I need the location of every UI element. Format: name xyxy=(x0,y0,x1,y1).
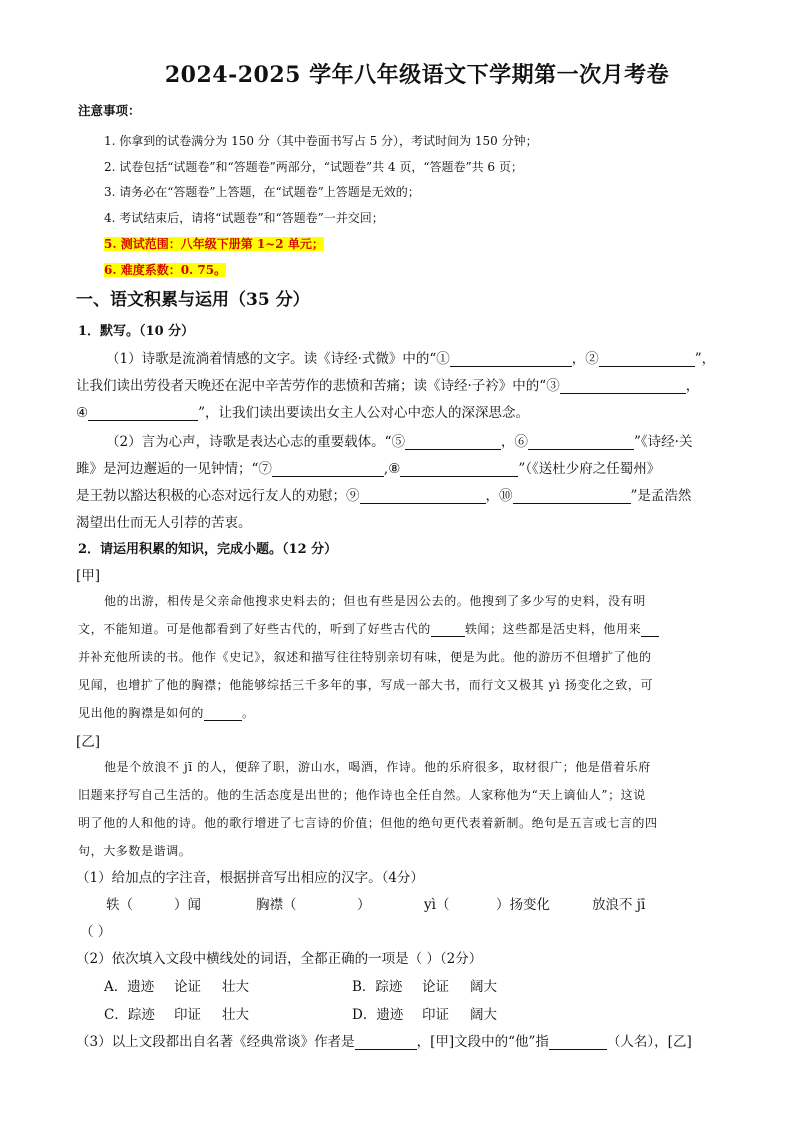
answer-blank[interactable] xyxy=(560,379,686,394)
answer-blank[interactable] xyxy=(513,489,631,504)
passage-jia-line2: 文，不能知道。可是他都看到了好些古代的，听到了好些古代的 轶闻；这些都是活史料，他用来 xyxy=(78,620,659,637)
passage-yi-label: [乙] xyxy=(76,734,101,750)
pinyin-item-1-close: ）闻 xyxy=(174,897,201,913)
q1-p2-line3: 是王勃以豁达积极的心态对远行友人的劝慰；⑨ ，⑩ ”是孟浩然 xyxy=(76,488,692,504)
answer-blank[interactable] xyxy=(88,406,198,421)
passage-jia-line5: 见出他的胸襟是如何的 。 xyxy=(78,706,255,720)
pinyin-item-2-close: ） xyxy=(357,897,371,913)
notice-item-3: 3. 请务必在“答题卷”上答题，在“试题卷”上答题是无效的； xyxy=(104,185,420,199)
pinyin-item-1-open: 轶（ xyxy=(106,897,133,913)
subquestion-2: （2）依次填入文段中横线处的词语，全都正确的一项是（ ）（2分） xyxy=(76,951,483,967)
pinyin-item-2-open: 胸襟（ xyxy=(256,897,297,913)
pinyin-item-4-answer: （ ） xyxy=(80,924,112,940)
pinyin-item-3-close: ）扬变化 xyxy=(496,897,550,913)
passage-yi-line3: 明了他的人和他的诗。他的歌行增进了七言诗的价值；但他的绝句更代表着新制。绝句是五言或七言的四 xyxy=(78,816,658,830)
passage-jia-label: [甲] xyxy=(76,568,101,584)
option-c-word3: 壮大 xyxy=(222,1007,249,1023)
passage-yi-line2: 旧题来抒写自己生活的。他的生活态度是出世的；他作诗也全任自然。人家称他为“天上谪仙人”；这说 xyxy=(78,788,646,802)
question-1-heading: 1．默写。（10 分） xyxy=(78,324,195,339)
option-d-word1[interactable]: D．遗迹 xyxy=(352,1007,404,1023)
notice-item-4: 4. 考试结束后，请将“试题卷”和“答题卷”一并交回； xyxy=(104,211,384,225)
q1-p2-line1: （2）言为心声，诗歌是表达心志的重要载体。“⑤ ，⑥ ”《诗经·关 xyxy=(106,434,693,450)
notice-item-2: 2. 试卷包括“试题卷”和“答题卷”两部分，“试题卷”共 4 页，“答题卷”共 6 页； xyxy=(104,160,523,174)
answer-blank[interactable] xyxy=(355,1035,417,1050)
pinyin-item-4: 放浪不 jī xyxy=(592,897,646,913)
option-a-word1[interactable]: A．遗迹 xyxy=(104,979,155,995)
passage-yi-line4: 句，大多数是谐调。 xyxy=(78,844,192,858)
option-b-word3: 阔大 xyxy=(470,979,497,995)
q1-p2-line4: 渴望出仕而无人引荐的苦衷。 xyxy=(76,515,252,531)
passage-jia-line1: 他的出游，相传是父亲命他搜求史料去的；但也有些是因公去的。他搜到了多少写的史料，没有明 xyxy=(104,594,646,608)
option-a-word2: 论证 xyxy=(174,979,201,995)
answer-blank[interactable] xyxy=(431,622,465,637)
option-b-word1[interactable]: B．踪迹 xyxy=(352,979,403,995)
q1-p1-line1: （1）诗歌是流淌着情感的文字。读《诗经·式微》中的“① ，② ”， xyxy=(106,351,716,367)
question-2-heading: 2．请运用积累的知识，完成小题。（12 分） xyxy=(78,542,338,557)
option-d-word2: 印证 xyxy=(422,1007,449,1023)
q1-p1-line3: ④ ”，让我们读出要读出女主人公对心中恋人的深深思念。 xyxy=(76,405,530,421)
answer-blank[interactable] xyxy=(549,1035,607,1050)
answer-blank[interactable] xyxy=(360,489,486,504)
q1-p1-line2: 让我们读出劳役者天晚还在泥中辛苦劳作的悲愤和苦痛；读《诗经·子衿》中的“③ ， xyxy=(76,378,700,394)
subquestion-1: （1）给加点的字注音，根据拼音写出相应的汉字。（4分） xyxy=(76,870,424,886)
option-c-word1[interactable]: C．踪迹 xyxy=(104,1007,155,1023)
exam-title: 2024-2025 学年八年级语文下学期第一次月考卷 xyxy=(164,62,670,88)
passage-yi-line1: 他是个放浪不 jī 的人，便辞了职，游山水，喝酒，作诗。他的乐府很多，取材很广；他是借着乐府 xyxy=(104,760,651,774)
answer-blank[interactable] xyxy=(450,352,572,367)
answer-blank[interactable] xyxy=(599,352,695,367)
pinyin-item-3-open: yì（ xyxy=(424,897,450,913)
passage-jia-line3: 并补充他所读的书。他作《史记》，叙述和描写往往特别亲切有味，便是为此。他的游历不但增扩了他的 xyxy=(78,650,652,664)
answer-blank[interactable] xyxy=(405,435,501,450)
option-a-word3: 壮大 xyxy=(222,979,249,995)
section-heading: 一、语文积累与运用（35 分） xyxy=(76,290,310,310)
notice-item-1: 1. 你拿到的试卷满分为 150 分（其中卷面书写占 5 分），考试时间为 150 分钟； xyxy=(104,134,538,148)
notice-difficulty-highlight: 6. 难度系数：0. 75。 xyxy=(104,263,227,277)
notice-heading: 注意事项： xyxy=(78,103,141,118)
answer-blank[interactable] xyxy=(400,462,518,477)
passage-jia-line4: 见闻，也增扩了他的胸襟；他能够综括三千多年的事，写成一部大书，而行文又极其 yì 扬变化之致，可 xyxy=(78,678,654,692)
answer-blank[interactable] xyxy=(641,622,659,637)
answer-blank[interactable] xyxy=(528,435,634,450)
option-d-word3: 阔大 xyxy=(470,1007,497,1023)
answer-blank[interactable] xyxy=(204,706,242,721)
answer-blank[interactable] xyxy=(272,462,384,477)
subquestion-3: （3）以上文段都出自名著《经典常谈》作者是 ，[甲]文段中的“他”指 （人名），[乙] xyxy=(76,1034,692,1050)
notice-scope-highlight: 5. 测试范围：八年级下册第 1~2 单元； xyxy=(104,237,324,251)
q1-p2-line2: 雎》是河边邂逅的一见钟情；“⑦ ,⑧ ”（《送杜少府之任蜀州》 xyxy=(76,461,661,477)
option-b-word2: 论证 xyxy=(422,979,449,995)
option-c-word2: 印证 xyxy=(174,1007,201,1023)
